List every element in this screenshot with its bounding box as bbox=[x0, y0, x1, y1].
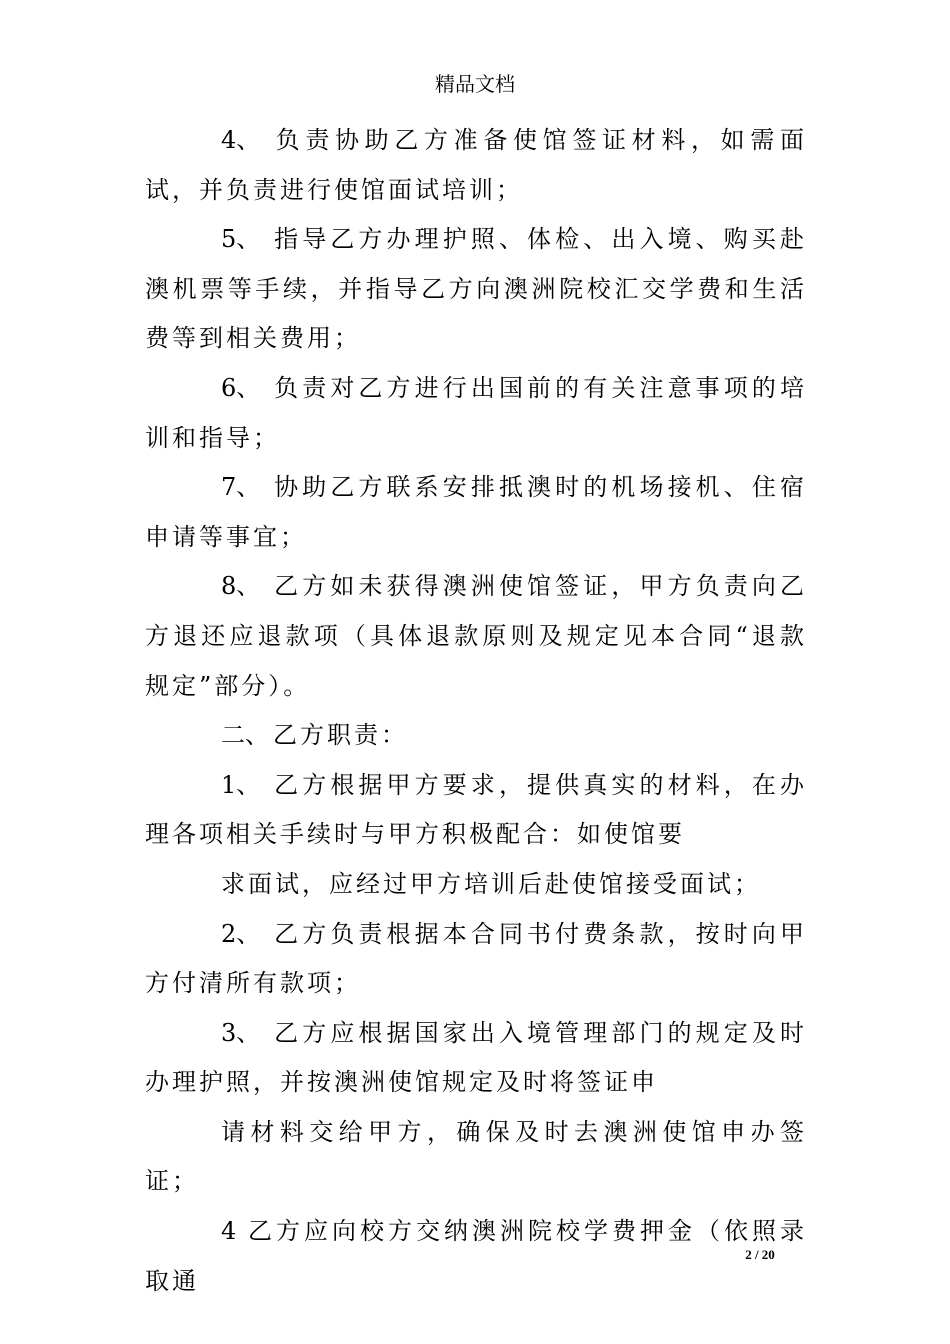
item-number: 3、 bbox=[221, 1018, 261, 1047]
item-number: 4、 bbox=[221, 126, 261, 154]
item-number: 7、 bbox=[221, 473, 261, 502]
paragraph-duty-a5 bbox=[145, 215, 807, 364]
item-text: 请材料交给甲方，确保及时去澳洲使馆申办签证； bbox=[145, 1117, 807, 1196]
section-number: 二、 bbox=[221, 721, 269, 750]
page-number: 2 / 20 bbox=[745, 1247, 775, 1262]
header-title: 精品文档 bbox=[435, 72, 515, 96]
item-text: 乙方根据甲方要求，提供真实的材料，在办理各项相关手续时与甲方积极配合：如使馆要 bbox=[145, 770, 807, 849]
item-number: 5、 bbox=[221, 225, 261, 254]
paragraph-duty-a4 bbox=[145, 116, 807, 215]
paragraph-duty-b3-cont bbox=[145, 1108, 807, 1207]
item-number: 2、 bbox=[221, 919, 261, 948]
paragraph-duty-a8 bbox=[145, 562, 807, 711]
paragraph-duty-b2 bbox=[145, 910, 807, 1009]
paragraph-duty-b3 bbox=[145, 1009, 807, 1108]
section-title: 乙方职责： bbox=[273, 721, 408, 750]
item-text: 求面试，应经过甲方培训后赴使馆接受面试； bbox=[221, 869, 761, 898]
document-body bbox=[145, 116, 807, 1306]
section-heading-party-b bbox=[145, 711, 807, 761]
item-text: 乙方应向校方交纳澳洲院校学费押金（依照录取通 bbox=[145, 1217, 807, 1295]
item-text: 乙方应根据国家出入境管理部门的规定及时办理护照，并按澳洲使馆规定及时将签证申 bbox=[145, 1018, 807, 1097]
item-number: 4 bbox=[221, 1217, 237, 1246]
item-text: 负责协助乙方准备使馆签证材料，如需面试，并负责进行使馆面试培训； bbox=[145, 126, 807, 204]
item-number: 6、 bbox=[221, 373, 261, 402]
item-text: 负责对乙方进行出国前的有关注意事项的培训和指导； bbox=[145, 373, 807, 452]
item-number: 8、 bbox=[221, 572, 261, 601]
item-text: 协助乙方联系安排抵澳时的机场接机、住宿申请等事宜； bbox=[145, 473, 807, 551]
item-text: 指导乙方办理护照、体检、出入境、购买赴澳机票等手续，并指导乙方向澳洲院校汇交学费和生活费等到相关费用； bbox=[145, 225, 807, 353]
paragraph-duty-a7 bbox=[145, 463, 807, 562]
item-number: 1、 bbox=[221, 770, 261, 799]
item-text: 乙方如未获得澳洲使馆签证，甲方负责向乙方退还应退款项（具体退款原则及规定见本合同“退款规定”部分）。 bbox=[145, 572, 807, 700]
paragraph-duty-b1 bbox=[145, 761, 807, 860]
item-text: 乙方负责根据本合同书付费条款，按时向甲方付清所有款项； bbox=[145, 919, 807, 998]
page-footer bbox=[700, 1246, 820, 1264]
page-header bbox=[0, 70, 950, 98]
paragraph-duty-a6 bbox=[145, 364, 807, 463]
paragraph-duty-b1-cont bbox=[145, 860, 807, 910]
